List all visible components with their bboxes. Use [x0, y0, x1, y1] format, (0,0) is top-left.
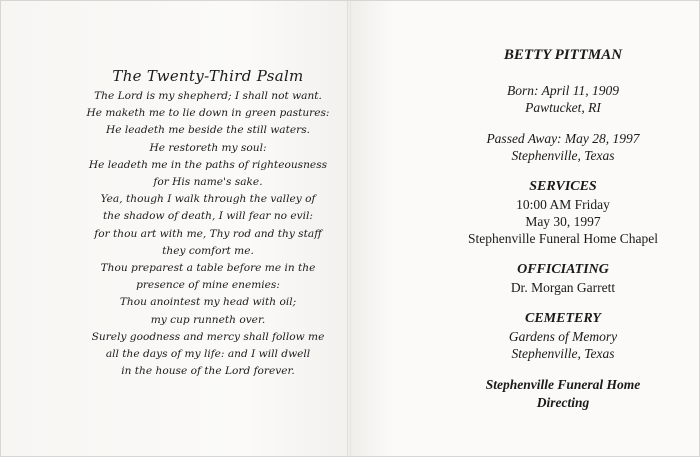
services-time: 10:00 AM Friday: [516, 197, 610, 212]
services-location: Stephenville Funeral Home Chapel: [467, 231, 659, 246]
birth-date: Born: April 11, 1909: [506, 83, 619, 98]
psalm-line: for His name's sake.: [153, 176, 263, 189]
psalm-line: my cup runneth over.: [150, 313, 266, 326]
psalm-line: The Lord is my shepherd; I shall not want.: [94, 90, 322, 102]
psalm-line: they comfort me.: [162, 244, 254, 257]
psalm-line: Thou preparest a table before me in the: [100, 262, 316, 275]
left-panel: [1, 1, 347, 456]
psalm-line: for thou art with me, Thy rod and thy staff: [94, 227, 322, 240]
psalm-line: He leadeth me in the paths of righteousness: [88, 158, 328, 171]
psalm-line: He leadeth me beside the still waters.: [105, 124, 311, 137]
death-date: Passed Away: May 28, 1997: [486, 131, 640, 146]
psalm-line: all the days of my life: and I will dwell: [105, 348, 311, 361]
obituary-info: [439, 47, 687, 412]
death-place: Stephenville, Texas: [511, 148, 615, 163]
directing-label: Directing: [536, 395, 590, 410]
psalm-line: Surely goodness and mercy shall follow me: [91, 330, 325, 343]
psalm-line: Thou anointest my head with oil;: [119, 296, 297, 309]
services-heading: SERVICES: [529, 179, 597, 194]
right-panel: [351, 1, 699, 456]
cemetery-heading: CEMETERY: [525, 311, 601, 326]
psalm-line: He maketh me to lie down in green pastures:: [86, 107, 330, 120]
psalm-line: in the house of the Lord forever.: [121, 365, 295, 378]
cemetery-name: Gardens of Memory: [508, 329, 618, 344]
psalm-line: presence of mine enemies:: [136, 279, 280, 292]
services-date: May 30, 1997: [525, 214, 601, 229]
officiating-heading: OFFICIATING: [517, 262, 609, 277]
psalm-line: He restoreth my soul:: [149, 141, 267, 154]
officiant-name: Dr. Morgan Garrett: [510, 280, 616, 295]
psalm-block: [63, 67, 353, 380]
funeral-home-directing: Stephenville Funeral Home: [485, 377, 641, 392]
cemetery-place: Stephenville, Texas: [511, 346, 615, 361]
psalm-line: the shadow of death, I will fear no evil:: [103, 210, 313, 223]
deceased-name: BETTY PITTMAN: [503, 47, 623, 63]
psalm-line: Yea, though I walk through the valley of: [100, 193, 316, 206]
psalm-title: The Twenty-Third Psalm: [112, 67, 304, 85]
birth-place: Pawtucket, RI: [525, 100, 601, 115]
